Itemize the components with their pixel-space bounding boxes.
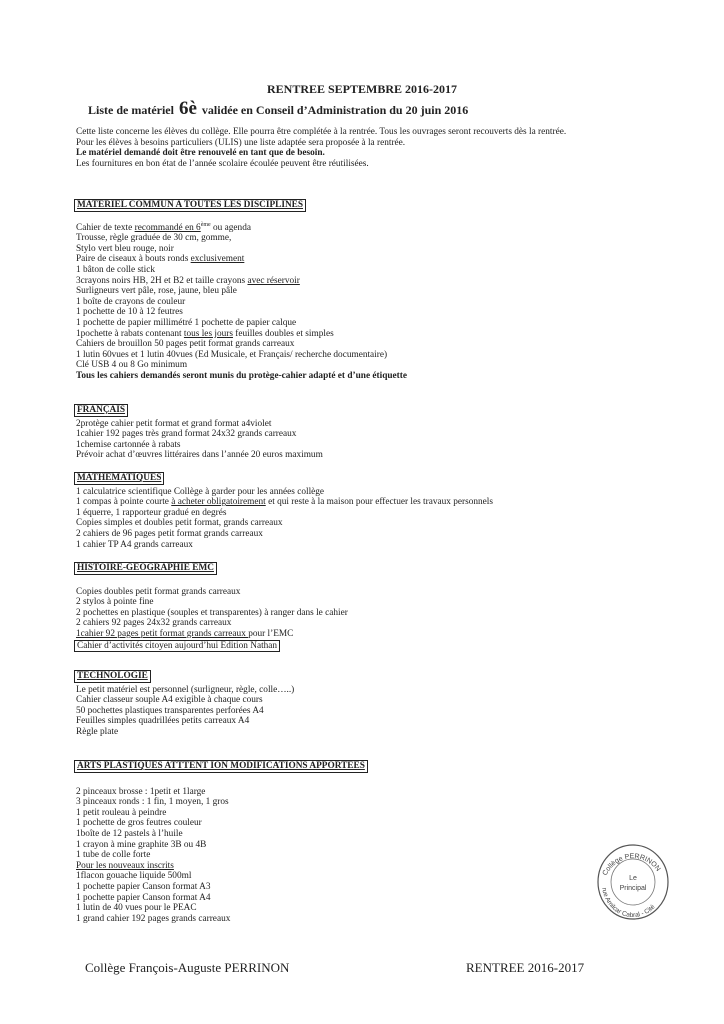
list-item: 1cahier 192 pages très grand format 24x32 grands carreaux — [76, 429, 297, 440]
list-item: 1boîte de 12 pastels à l’huile — [76, 828, 183, 839]
subtitle-pre: Liste de matériel — [88, 103, 174, 117]
list-item: 1chemise cartonnée à rabats — [76, 439, 181, 450]
list-item: 1 pochette papier Canson format A4 — [76, 892, 211, 903]
section-techno — [76, 670, 676, 738]
subtitle-post: validée en Conseil d’Administration du 20 juin 2016 — [201, 103, 469, 117]
list-item: 2 pochettes en plastique (souples et transparentes) à ranger dans le cahier — [76, 607, 348, 618]
section-heading: TECHNOLOGIE — [74, 670, 151, 683]
list-item: Prévoir achat d’œuvres littéraires dans l’année 20 euros maximum — [76, 450, 323, 461]
stamp-center-top: Le — [629, 875, 637, 882]
section-heading: MATHEMATIQUES — [74, 472, 164, 485]
list-item: Cahiers de brouillon 50 pages petit format grands carreaux — [76, 339, 295, 350]
list-item: Pour les nouveaux inscrits — [76, 860, 174, 871]
list-item: Paire de ciseaux à bouts ronds exclusivement — [76, 254, 245, 265]
list-item: 1 crayon à mine graphite 3B ou 4B — [76, 839, 207, 850]
document-title: RENTREE SEPTEMBRE 2016-2017 — [266, 82, 458, 96]
list-item: 3 pinceaux ronds : 1 fin, 1 moyen, 1 gros — [76, 797, 229, 808]
stamp-center-bottom: Principal — [619, 885, 647, 892]
section-heading: FRANÇAIS — [74, 404, 128, 417]
list-item: Feuilles simples quadrillées petits carreaux A4 — [76, 716, 250, 727]
list-item: Le petit matériel est personnel (surligneur, règle, colle…..) — [76, 684, 295, 695]
subtitle-grade: 6è — [178, 98, 197, 119]
intro-paragraph — [76, 127, 676, 169]
list-item: 1 pochette de gros feutres couleur — [76, 818, 202, 829]
list-item: Copies doubles petit format grands carreaux — [76, 586, 241, 597]
section-commun — [76, 199, 676, 382]
footer-school-name: Collège François-Auguste PERRINON — [85, 960, 290, 975]
list-item: 1cahier 92 pages petit format grands carreaux pour l’EMC — [76, 628, 294, 639]
list-item: 2 cahiers de 96 pages petit format grands carreaux — [76, 528, 263, 539]
section-francais — [76, 404, 676, 461]
section-arts — [76, 760, 676, 924]
section-heading: MATERIEL COMMUN A TOUTES LES DISCIPLINES — [74, 199, 306, 212]
list-item: 1 tube de colle forte — [76, 850, 151, 861]
intro-line: Les fournitures en bon état de l’année scolaire écoulée peuvent être réutilisées. — [76, 158, 369, 169]
stamp-top-text: Collège PERRINON — [601, 853, 662, 877]
list-item: 2protège cahier petit format et grand format a4violet — [76, 418, 272, 429]
section-heading: HISTOIRE-GEOGRAPHIE EMC — [74, 562, 217, 575]
list-item: 1 pochette de papier millimétré 1 pochette de papier calque — [76, 318, 297, 329]
document-subtitle — [88, 98, 468, 120]
list-item-bold: Tous les cahiers demandés seront munis du protège-cahier adapté et d’une étiquette — [76, 371, 407, 381]
list-item: 1 bâton de colle stick — [76, 265, 156, 276]
school-stamp — [594, 838, 672, 922]
list-item: 3crayons noirs HB, 2H et B2 et taille crayons avec réservoir — [76, 275, 300, 286]
list-item: 1pochette à rabats contenant tous les jours feuilles doubles et simples — [76, 328, 334, 339]
list-item: 1 cahier TP A4 grands carreaux — [76, 539, 193, 550]
footer-year: RENTREE 2016-2017 — [466, 960, 585, 975]
list-item: 2 pinceaux brosse : 1petit et 1large — [76, 786, 206, 797]
list-item: Cahier classeur souple A4 exigible à chaque cours — [76, 695, 263, 706]
list-item: 1flacon gouache liquide 500ml — [76, 871, 192, 882]
section-maths — [76, 472, 676, 550]
list-item: 1 petit rouleau à peindre — [76, 807, 167, 818]
list-item: 1 équerre, 1 rapporteur gradué en degrés — [76, 507, 227, 518]
list-item: Copies simples et doubles petit format, grands carreaux — [76, 518, 283, 529]
list-item: Trousse, règle graduée de 30 cm, gomme, — [76, 233, 232, 244]
intro-line: Pour les élèves à besoins particuliers (ULIS) une liste adaptée sera proposée à la rentrée. — [76, 137, 406, 148]
stamp-bottom-text: rue Amilcar Cabral - Cité — [600, 887, 657, 920]
list-item: Cahier d’activités citoyen aujourd’hui Edition Nathan — [76, 640, 676, 653]
list-item: Cahier de texte recommandé en 6ème ou agenda — [76, 221, 251, 233]
list-item: 1 pochette papier Canson format A3 — [76, 881, 211, 892]
list-item: 1 lutin de 40 vues pour le PEAC — [76, 903, 197, 914]
list-item: 50 pochettes plastiques transparentes perforées A4 — [76, 705, 264, 716]
list-item: Clé USB 4 ou 8 Go minimum — [76, 360, 188, 371]
list-item: 2 stylos à pointe fine — [76, 597, 154, 608]
list-item: 2 cahiers 92 pages 24x32 grands carreaux — [76, 618, 232, 629]
section-heading: ARTS PLASTIQUES ATTTENT ION MODIFICATIONS APPORTEES — [74, 760, 368, 773]
intro-line-bold: Le matériel demandé doit être renouvelé en tant que de besoin. — [76, 148, 325, 159]
list-item: 1 lutin 60vues et 1 lutin 40vues (Ed Musicale, et Français/ recherche documentaire) — [76, 349, 388, 360]
intro-line: Cette liste concerne les élèves du collège. Elle pourra être complétée à la rentrée. Tous les ouvrages seront recouverts dès la rentrée. — [76, 127, 567, 137]
list-item: Stylo vert bleu rouge, noir — [76, 243, 174, 254]
list-item: 1 grand cahier 192 pages grands carreaux — [76, 913, 231, 924]
list-item: 1 compas à pointe courte à acheter obligatoirement et qui reste à la maison pour effectuer les travaux personnels — [76, 497, 494, 508]
list-item: Surligneurs vert pâle, rose, jaune, bleu pâle — [76, 286, 237, 297]
list-item: 1 calculatrice scientifique Collège à garder pour les années collège — [76, 486, 325, 497]
list-item: 1 boîte de crayons de couleur — [76, 296, 186, 307]
section-histoire — [76, 562, 676, 652]
list-item: Règle plate — [76, 726, 119, 737]
list-item: 1 pochette de 10 à 12 feutres — [76, 307, 183, 318]
